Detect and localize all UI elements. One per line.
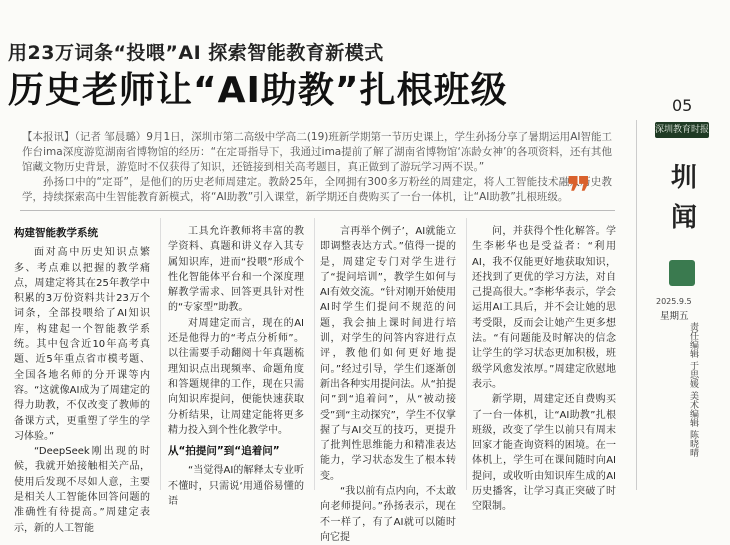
column-divider bbox=[314, 218, 315, 490]
body-paragraph: “当觉得AI的解释太专业听不懂时，只需说‘用通俗易懂的语 bbox=[168, 465, 304, 508]
sidebar-divider bbox=[636, 120, 637, 490]
lead-text-1: （记者 邹晨璐）9月1日，深圳市第二高级中学高二(19)班新学期第一节历史课上，学生孙扬分享了暑期运用AI智能工作台ima深度游览湖南省博物馆的经历：“在定哥指导下，我通过ima提前了解了湖南省博物馆‘冻龄女神’的各项资料，还有其他馆藏文物历史背景，游览时不仅获得了知识，还链接到相关高考题目，真正做到了游玩学习两不误。” bbox=[22, 131, 613, 173]
issue-date: 2025.9.5 bbox=[656, 297, 692, 306]
news-tag: 【本报讯】 bbox=[22, 131, 75, 143]
issue-weekday: 星期五 bbox=[660, 311, 689, 322]
body-paragraph: 新学期，周建定还自费购买了一台一体机，让“AI助教”扎根班级，改变了学生以前只有周末回家才能查询资料的困境。在一体机上，学生可在课间随时向AI提问，或收听由知识库生成的AI历史播客，让学习真正突破了时空限制。 bbox=[472, 394, 616, 513]
body-paragraph: “我以前有点内向，不太敢向老师提问。”孙扬表示，现在不一样了，有了AI就可以随时向它提 bbox=[320, 486, 456, 543]
column-3 bbox=[320, 224, 456, 545]
quote-mark-icon: ❞ bbox=[566, 168, 592, 219]
lead-text-2: 孙扬口中的“定哥”，是他们的历史老师周建定。教龄25年，全网拥有300多万粉丝的周建定，将人工智能技术融入历史教学，持续探索高中生智能教育新模式，将“AI助教”引入课堂，新学期还自费购买了一台一体机，让“AI助教”扎根班级。 bbox=[22, 176, 612, 203]
column-2 bbox=[168, 224, 304, 509]
section-name: 圳 闻 bbox=[670, 163, 697, 233]
body-paragraph: “DeepSeek刚出现的时候，我就开始接触相关产品，使用后发现不尽如人意，主要是相关人工智能体回答问题的准确性有待提高。”周建定表示，新的人工智能 bbox=[14, 446, 150, 534]
section-heading-1: 构建智能教学系统 bbox=[14, 227, 98, 239]
body-paragraph: 工具允许教师将丰富的教学资料、真题和讲义存入其专属知识库，进而“投喂”形成个性化智能体平台和一个深度理解教学需求、回答更具针对性的“专家型”助教。 bbox=[168, 226, 304, 314]
column-divider bbox=[466, 218, 467, 490]
section-heading-2: 从“拍提问”到“追着问” bbox=[168, 445, 280, 458]
divider bbox=[20, 210, 615, 211]
section-color-square bbox=[669, 260, 695, 286]
body-paragraph: 言再举个例子’，AI就能立即调整表达方式。”值得一提的是，周建定专门对学生进行了“提问培训”，教学生如何与AI有效交流。“针对刚开始使用AI时学生们提问不规范的问题，我会抽上课时间进行培训，对学生的问答内容进行点评，教他们如何更好地提问。”经过引导，学生们逐渐创新出各种实用提问法。从“拍提问”到“追着问”，从“被动接受”到“主动探究”，学生不仅掌握了与AI交互的技巧，更提升了批判性思维能力和精准表达能力，学习状态发生了根本转变。 bbox=[320, 226, 456, 482]
newspaper-logo: 深圳教育时报 bbox=[655, 122, 709, 138]
subtitle: 用23万词条“投喂”AI 探索智能教育新模式 bbox=[8, 42, 384, 64]
column-4 bbox=[472, 224, 616, 515]
column-divider bbox=[160, 218, 161, 490]
body-paragraph: 面对高中历史知识点繁多、考点难以把握的教学痛点，周建定将其在25年教学中积累的3万份资料共计23万个词条，全部投喂给了AI知识库，构建起一个智能教学系统。其中包含近10年高考真题、近5年重点省市模考题、全国各地名师的分开课等内容。“这就像AI成为了周建定的得力助教，不仅改变了教师的备课方式，更重塑了学生的学习体验。” bbox=[14, 247, 150, 442]
page-number: 05 bbox=[672, 96, 693, 115]
column-1 bbox=[14, 224, 150, 536]
lead-paragraph bbox=[22, 130, 612, 205]
body-paragraph: 问，并获得个性化解答。学生李彬华也是受益者：“利用AI，我不仅能更好地获取知识，还找到了更优的学习方法，对自己提高很大。”李彬华表示，学会运用AI工具后，并不会让她的思考受限，反而会让她产生更多想法。“有问题能及时解决的信念让学生的学习状态更加积极，班级学风愈发浓厚。”周建定欣慰地表示。 bbox=[472, 226, 616, 390]
editor-credits: 责任编辑 于思媛 美术编辑 陈晓晴 bbox=[688, 322, 698, 457]
headline: 历史老师让“AI助教”扎根班级 bbox=[8, 70, 508, 111]
body-paragraph: 对周建定而言，现在的AI还是他得力的“考点分析师”。以往需要手动翻阅十年真题梳理知识点出现频率、命题角度和答题规律的工作，现在只需向知识库提问，便能快速获取分析结果，让周建定能将更多精力投入到个性化教学中。 bbox=[168, 317, 304, 436]
